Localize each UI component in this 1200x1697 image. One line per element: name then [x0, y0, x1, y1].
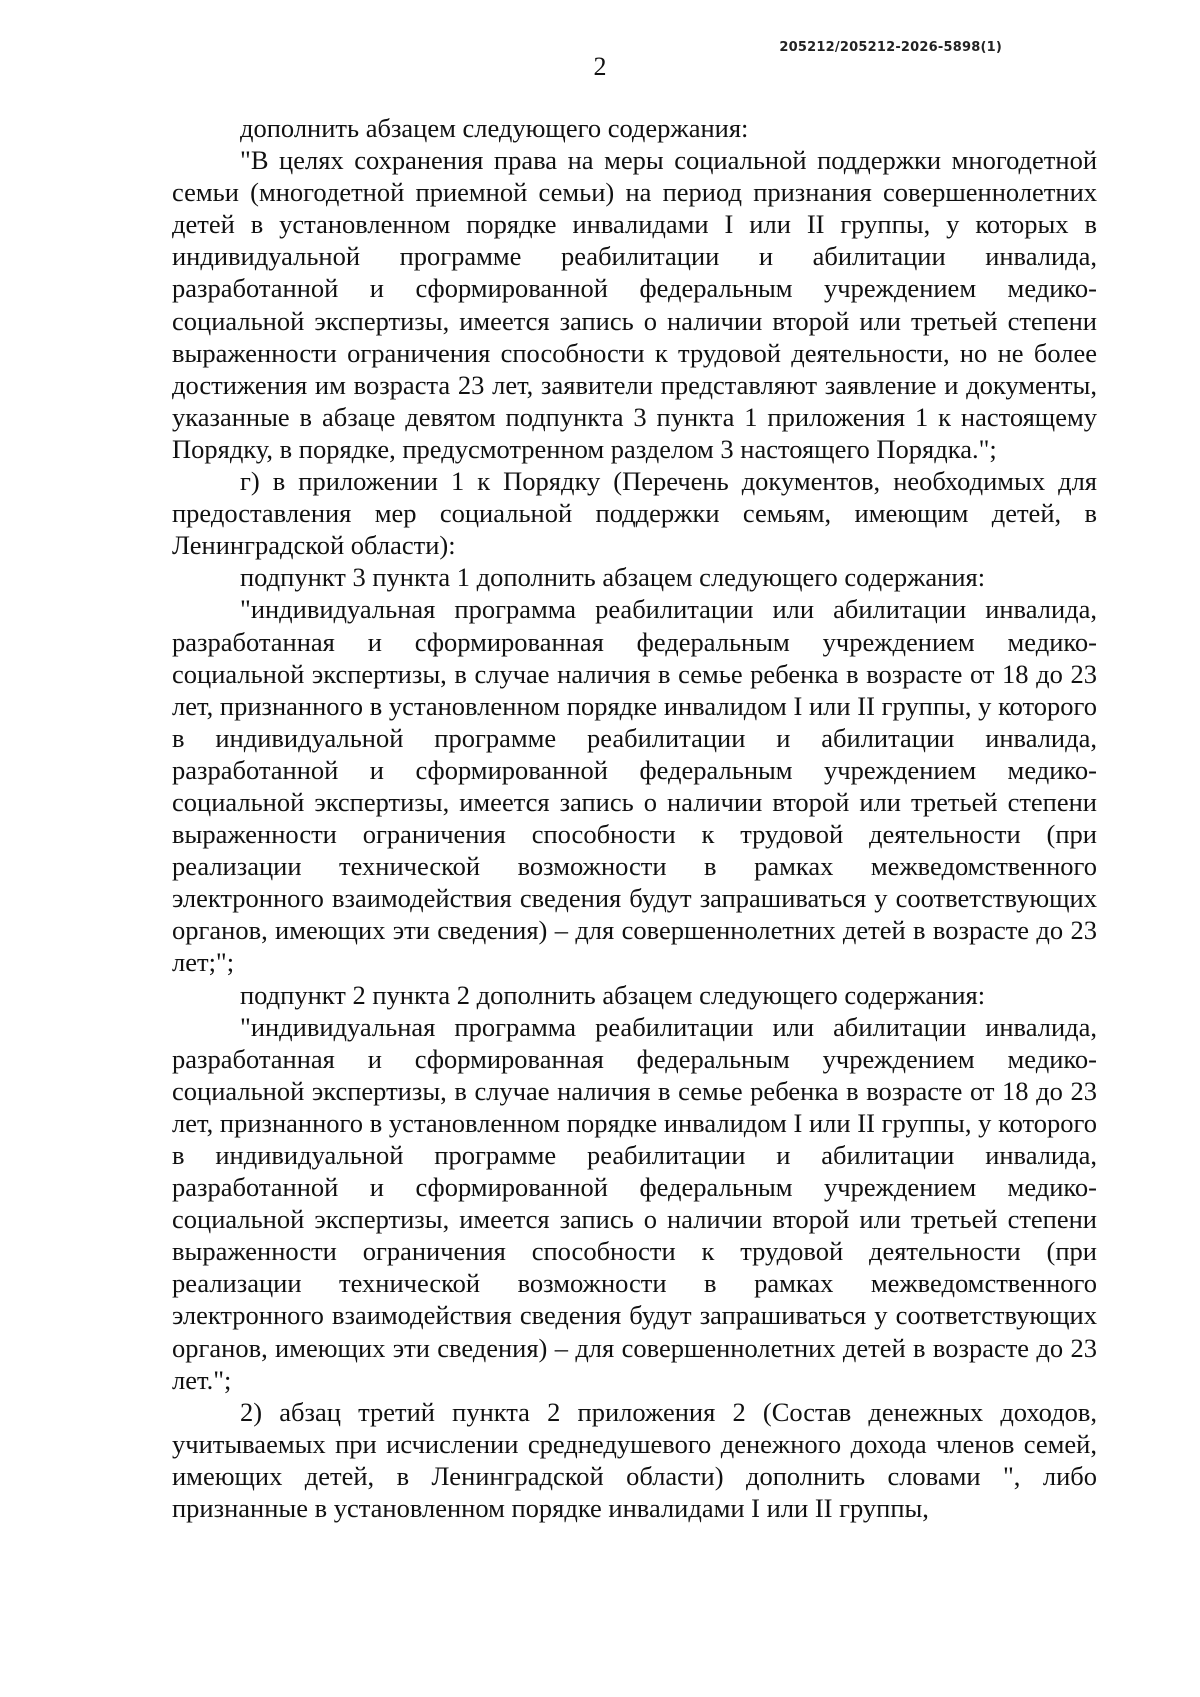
paragraph-quoted-program-1: "индивидуальная программа реабилитации или абилитации инвалида, разработанная и сформированная федеральным учреждением медико-социальной экспертизы, в случае наличия в семье ребенка в возрасте от 18 до 23 лет, признанного в установленном порядке инвалидом I или II группы, у которого в индивидуальной программе реабилитации и абилитации инвалида, разработанной и сформированной федеральным учреждением медико-социальной экспертизы, имеется запись о наличии второй или третьей степени выраженности ограничения способности к трудовой деятельности (при реализации технической возможности в рамках межведомственного электронного взаимодействия сведения будут запрашиваться у соответствующих органов, имеющих эти сведения) – для совершеннолетних детей в возрасте до 23 лет;"; [172, 594, 1097, 978]
paragraph-quoted-clause: "В целях сохранения права на меры социальной поддержки многодетной семьи (многодетной приемной семьи) на период признания совершеннолетних детей в установленном порядке инвалидами I или II группы, у которых в индивидуальной программе реабилитации и абилитации инвалида, разработанной и сформированной федеральным учреждением медико-социальной экспертизы, имеется запись о наличии второй или третьей степени выраженности ограничения способности к трудовой деятельности, но не более достижения им возраста 23 лет, заявители представляют заявление и документы, указанные в абзаце девятом подпункта 3 пункта 1 приложения 1 к настоящему Порядку, в порядке, предусмотренном разделом 3 настоящего Порядка."; [172, 145, 1097, 464]
paragraph-subitem-3-1: подпункт 3 пункта 1 дополнить абзацем следующего содержания: [240, 562, 986, 593]
paragraph-subitem-2-2: подпункт 2 пункта 2 дополнить абзацем следующего содержания: [240, 979, 986, 1010]
paragraph-add-clause: дополнить абзацем следующего содержания: [240, 113, 749, 143]
paragraph-quoted-program-2: "индивидуальная программа реабилитации или абилитации инвалида, разработанная и сформированная федеральным учреждением медико-социальной экспертизы, в случае наличия в семье ребенка в возрасте от 18 до 23 лет, признанного в установленном порядке инвалидом I или II группы, у которого в индивидуальной программе реабилитации и абилитации инвалида, разработанной и сформированной федеральным учреждением медико-социальной экспертизы, имеется запись о наличии второй или третьей степени выраженности ограничения способности к трудовой деятельности (при реализации технической возможности в рамках межведомственного электронного взаимодействия сведения будут запрашиваться у соответствующих органов, имеющих эти сведения) – для совершеннолетних детей в возрасте до 23 лет."; [172, 1011, 1097, 1395]
paragraph-item-g: г) в приложении 1 к Порядку (Перечень документов, необходимых для предоставления мер социальной поддержки семьям, имеющим детей, в Ленинградской области): [172, 466, 1097, 561]
page-number: 2 [593, 52, 607, 81]
document-body [172, 112, 1097, 1524]
document-id: 205212/205212-2026-5898(1) [779, 40, 1002, 55]
paragraph-item-2: 2) абзац третий пункта 2 приложения 2 (Состав денежных доходов, учитываемых при исчислении среднедушевого денежного дохода членов семей, имеющих детей, в Ленинградской области) дополнить словами ", либо признанные в установленном порядке инвалидами I или II группы, [172, 1396, 1097, 1524]
